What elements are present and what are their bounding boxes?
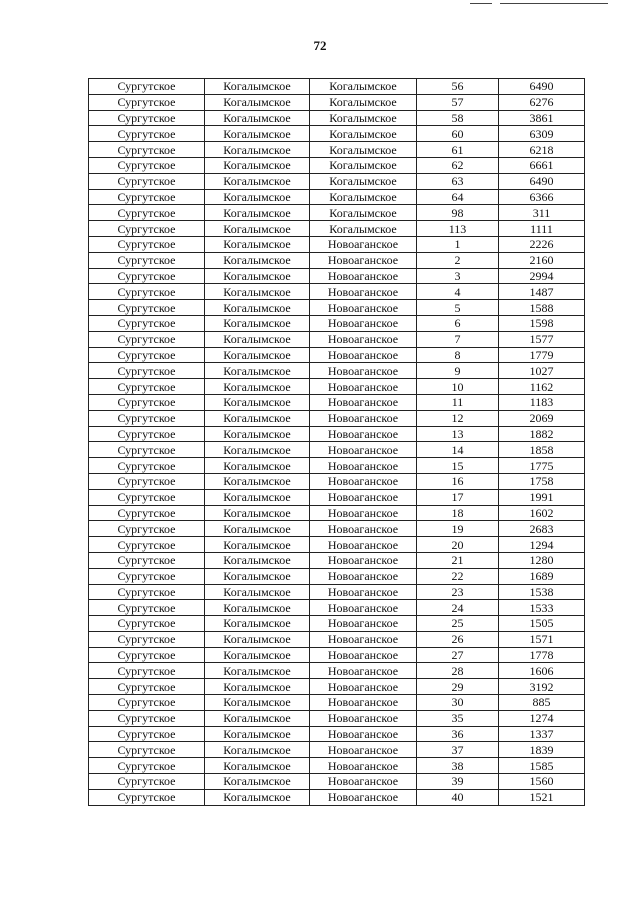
table-row <box>89 442 585 458</box>
table-row <box>89 458 585 474</box>
table-row <box>89 110 585 126</box>
well-pad-cell: 39 <box>417 774 499 790</box>
well-pad-cell: 58 <box>417 110 499 126</box>
table-row <box>89 315 585 331</box>
deposit-cell: Сургутское <box>89 157 205 173</box>
field-cell: Новоаганское <box>310 442 417 458</box>
license-area-cell: Когалымское <box>205 126 310 142</box>
value-cell: 1606 <box>499 663 585 679</box>
value-cell: 1585 <box>499 758 585 774</box>
value-cell: 3861 <box>499 110 585 126</box>
field-cell: Когалымское <box>310 205 417 221</box>
well-pad-cell: 10 <box>417 379 499 395</box>
deposit-cell: Сургутское <box>89 347 205 363</box>
field-cell: Новоаганское <box>310 789 417 805</box>
table-row <box>89 521 585 537</box>
table-row <box>89 710 585 726</box>
deposit-cell: Сургутское <box>89 758 205 774</box>
well-pad-cell: 57 <box>417 94 499 110</box>
license-area-cell: Когалымское <box>205 315 310 331</box>
value-cell: 6309 <box>499 126 585 142</box>
deposit-cell: Сургутское <box>89 631 205 647</box>
field-cell: Новоаганское <box>310 489 417 505</box>
field-cell: Новоаганское <box>310 537 417 553</box>
table-row <box>89 268 585 284</box>
value-cell: 1505 <box>499 616 585 632</box>
field-cell: Новоаганское <box>310 600 417 616</box>
well-pad-cell: 16 <box>417 473 499 489</box>
well-pad-cell: 62 <box>417 157 499 173</box>
value-cell: 1778 <box>499 647 585 663</box>
field-cell: Новоаганское <box>310 268 417 284</box>
value-cell: 6661 <box>499 157 585 173</box>
field-cell: Когалымское <box>310 189 417 205</box>
field-cell: Новоаганское <box>310 426 417 442</box>
table-row <box>89 331 585 347</box>
field-cell: Новоаганское <box>310 521 417 537</box>
license-area-cell: Когалымское <box>205 442 310 458</box>
deposit-cell: Сургутское <box>89 710 205 726</box>
license-area-cell: Когалымское <box>205 473 310 489</box>
well-pad-cell: 24 <box>417 600 499 616</box>
field-cell: Когалымское <box>310 157 417 173</box>
value-cell: 1294 <box>499 537 585 553</box>
value-cell: 885 <box>499 695 585 711</box>
deposit-cell: Сургутское <box>89 300 205 316</box>
field-cell: Новоаганское <box>310 616 417 632</box>
value-cell: 1577 <box>499 331 585 347</box>
field-cell: Новоаганское <box>310 347 417 363</box>
value-cell: 1337 <box>499 726 585 742</box>
table-row <box>89 489 585 505</box>
license-area-cell: Когалымское <box>205 236 310 252</box>
top-rule-left <box>470 3 492 4</box>
deposit-cell: Сургутское <box>89 489 205 505</box>
value-cell: 1560 <box>499 774 585 790</box>
table-row <box>89 631 585 647</box>
license-area-cell: Когалымское <box>205 157 310 173</box>
well-pad-cell: 6 <box>417 315 499 331</box>
well-pad-cell: 20 <box>417 537 499 553</box>
deposit-cell: Сургутское <box>89 568 205 584</box>
table-row <box>89 379 585 395</box>
value-cell: 1274 <box>499 710 585 726</box>
value-cell: 1598 <box>499 315 585 331</box>
well-pad-cell: 12 <box>417 410 499 426</box>
field-cell: Новоаганское <box>310 505 417 521</box>
deposit-cell: Сургутское <box>89 110 205 126</box>
license-area-cell: Когалымское <box>205 189 310 205</box>
field-cell: Новоаганское <box>310 410 417 426</box>
well-pad-cell: 63 <box>417 173 499 189</box>
table-row <box>89 347 585 363</box>
table-row <box>89 394 585 410</box>
deposit-cell: Сургутское <box>89 789 205 805</box>
well-pad-cell: 14 <box>417 442 499 458</box>
table-row <box>89 537 585 553</box>
license-area-cell: Когалымское <box>205 679 310 695</box>
well-pad-cell: 17 <box>417 489 499 505</box>
field-cell: Новоаганское <box>310 758 417 774</box>
well-pad-cell: 4 <box>417 284 499 300</box>
deposit-cell: Сургутское <box>89 221 205 237</box>
license-area-cell: Когалымское <box>205 537 310 553</box>
table-row <box>89 205 585 221</box>
table-row <box>89 742 585 758</box>
table-row <box>89 774 585 790</box>
deposit-cell: Сургутское <box>89 189 205 205</box>
table-row <box>89 94 585 110</box>
well-pad-cell: 13 <box>417 426 499 442</box>
field-cell: Новоаганское <box>310 710 417 726</box>
table-row <box>89 758 585 774</box>
value-cell: 1839 <box>499 742 585 758</box>
value-cell: 1538 <box>499 584 585 600</box>
table-row <box>89 300 585 316</box>
value-cell: 311 <box>499 205 585 221</box>
well-pad-cell: 23 <box>417 584 499 600</box>
value-cell: 1775 <box>499 458 585 474</box>
license-area-cell: Когалымское <box>205 379 310 395</box>
license-area-cell: Когалымское <box>205 284 310 300</box>
table-row <box>89 142 585 158</box>
license-area-cell: Когалымское <box>205 710 310 726</box>
deposit-cell: Сургутское <box>89 695 205 711</box>
well-pad-cell: 36 <box>417 726 499 742</box>
table-row <box>89 505 585 521</box>
deposit-cell: Сургутское <box>89 236 205 252</box>
table-row <box>89 695 585 711</box>
license-area-cell: Когалымское <box>205 458 310 474</box>
field-cell: Когалымское <box>310 173 417 189</box>
table-row <box>89 726 585 742</box>
table-row <box>89 284 585 300</box>
license-area-cell: Когалымское <box>205 568 310 584</box>
well-pad-cell: 9 <box>417 363 499 379</box>
well-pad-cell: 40 <box>417 789 499 805</box>
table-row <box>89 236 585 252</box>
value-cell: 1280 <box>499 552 585 568</box>
license-area-cell: Когалымское <box>205 252 310 268</box>
deposit-cell: Сургутское <box>89 505 205 521</box>
table-row <box>89 79 585 95</box>
value-cell: 1487 <box>499 284 585 300</box>
license-area-cell: Когалымское <box>205 489 310 505</box>
value-cell: 1858 <box>499 442 585 458</box>
value-cell: 2160 <box>499 252 585 268</box>
well-pad-cell: 1 <box>417 236 499 252</box>
field-cell: Когалымское <box>310 94 417 110</box>
data-table <box>88 78 585 806</box>
value-cell: 2226 <box>499 236 585 252</box>
value-cell: 1882 <box>499 426 585 442</box>
well-pad-cell: 19 <box>417 521 499 537</box>
field-cell: Новоаганское <box>310 742 417 758</box>
value-cell: 2683 <box>499 521 585 537</box>
well-pad-cell: 18 <box>417 505 499 521</box>
license-area-cell: Когалымское <box>205 221 310 237</box>
field-cell: Новоаганское <box>310 315 417 331</box>
deposit-cell: Сургутское <box>89 410 205 426</box>
field-cell: Новоаганское <box>310 363 417 379</box>
well-pad-cell: 98 <box>417 205 499 221</box>
field-cell: Когалымское <box>310 126 417 142</box>
well-pad-cell: 61 <box>417 142 499 158</box>
field-cell: Новоаганское <box>310 458 417 474</box>
table-row <box>89 157 585 173</box>
top-rule-right <box>500 3 608 4</box>
license-area-cell: Когалымское <box>205 110 310 126</box>
table-row <box>89 221 585 237</box>
deposit-cell: Сургутское <box>89 742 205 758</box>
deposit-cell: Сургутское <box>89 616 205 632</box>
deposit-cell: Сургутское <box>89 126 205 142</box>
value-cell: 6366 <box>499 189 585 205</box>
license-area-cell: Когалымское <box>205 663 310 679</box>
field-cell: Новоаганское <box>310 473 417 489</box>
field-cell: Новоаганское <box>310 679 417 695</box>
license-area-cell: Когалымское <box>205 742 310 758</box>
field-cell: Новоаганское <box>310 663 417 679</box>
deposit-cell: Сургутское <box>89 600 205 616</box>
deposit-cell: Сургутское <box>89 473 205 489</box>
license-area-cell: Когалымское <box>205 505 310 521</box>
field-cell: Новоаганское <box>310 552 417 568</box>
field-cell: Когалымское <box>310 79 417 95</box>
well-pad-cell: 38 <box>417 758 499 774</box>
value-cell: 1521 <box>499 789 585 805</box>
deposit-cell: Сургутское <box>89 173 205 189</box>
license-area-cell: Когалымское <box>205 616 310 632</box>
table-row <box>89 600 585 616</box>
license-area-cell: Когалымское <box>205 268 310 284</box>
table-row <box>89 616 585 632</box>
well-pad-cell: 26 <box>417 631 499 647</box>
well-pad-cell: 30 <box>417 695 499 711</box>
value-cell: 3192 <box>499 679 585 695</box>
table-row <box>89 410 585 426</box>
value-cell: 1533 <box>499 600 585 616</box>
field-cell: Новоаганское <box>310 568 417 584</box>
well-pad-cell: 113 <box>417 221 499 237</box>
table-row <box>89 552 585 568</box>
page-number: 72 <box>313 38 327 53</box>
well-pad-cell: 11 <box>417 394 499 410</box>
deposit-cell: Сургутское <box>89 679 205 695</box>
deposit-cell: Сургутское <box>89 331 205 347</box>
deposit-cell: Сургутское <box>89 315 205 331</box>
field-cell: Когалымское <box>310 221 417 237</box>
well-pad-cell: 28 <box>417 663 499 679</box>
deposit-cell: Сургутское <box>89 521 205 537</box>
field-cell: Новоаганское <box>310 726 417 742</box>
license-area-cell: Когалымское <box>205 758 310 774</box>
license-area-cell: Когалымское <box>205 331 310 347</box>
license-area-cell: Когалымское <box>205 173 310 189</box>
deposit-cell: Сургутское <box>89 537 205 553</box>
license-area-cell: Когалымское <box>205 363 310 379</box>
well-pad-cell: 21 <box>417 552 499 568</box>
deposit-cell: Сургутское <box>89 442 205 458</box>
license-area-cell: Когалымское <box>205 426 310 442</box>
license-area-cell: Когалымское <box>205 394 310 410</box>
value-cell: 1602 <box>499 505 585 521</box>
deposit-cell: Сургутское <box>89 79 205 95</box>
value-cell: 1162 <box>499 379 585 395</box>
field-cell: Новоаганское <box>310 236 417 252</box>
well-pad-cell: 25 <box>417 616 499 632</box>
well-pad-cell: 29 <box>417 679 499 695</box>
table-row <box>89 568 585 584</box>
value-cell: 6490 <box>499 79 585 95</box>
well-pad-cell: 60 <box>417 126 499 142</box>
value-cell: 2069 <box>499 410 585 426</box>
field-cell: Новоаганское <box>310 284 417 300</box>
value-cell: 1991 <box>499 489 585 505</box>
well-pad-cell: 56 <box>417 79 499 95</box>
value-cell: 6276 <box>499 94 585 110</box>
field-cell: Новоаганское <box>310 774 417 790</box>
license-area-cell: Когалымское <box>205 789 310 805</box>
field-cell: Новоаганское <box>310 394 417 410</box>
license-area-cell: Когалымское <box>205 521 310 537</box>
value-cell: 6490 <box>499 173 585 189</box>
deposit-cell: Сургутское <box>89 252 205 268</box>
table-row <box>89 679 585 695</box>
license-area-cell: Когалымское <box>205 552 310 568</box>
deposit-cell: Сургутское <box>89 552 205 568</box>
license-area-cell: Когалымское <box>205 205 310 221</box>
deposit-cell: Сургутское <box>89 268 205 284</box>
deposit-cell: Сургутское <box>89 774 205 790</box>
value-cell: 1588 <box>499 300 585 316</box>
field-cell: Новоаганское <box>310 379 417 395</box>
value-cell: 1111 <box>499 221 585 237</box>
license-area-cell: Когалымское <box>205 347 310 363</box>
table-row <box>89 363 585 379</box>
license-area-cell: Когалымское <box>205 647 310 663</box>
deposit-cell: Сургутское <box>89 142 205 158</box>
deposit-cell: Сургутское <box>89 726 205 742</box>
field-cell: Новоаганское <box>310 252 417 268</box>
table-row <box>89 663 585 679</box>
field-cell: Новоаганское <box>310 584 417 600</box>
value-cell: 1758 <box>499 473 585 489</box>
value-cell: 1571 <box>499 631 585 647</box>
value-cell: 1027 <box>499 363 585 379</box>
well-pad-cell: 8 <box>417 347 499 363</box>
table-row <box>89 189 585 205</box>
field-cell: Новоаганское <box>310 695 417 711</box>
deposit-cell: Сургутское <box>89 284 205 300</box>
field-cell: Когалымское <box>310 142 417 158</box>
license-area-cell: Когалымское <box>205 300 310 316</box>
license-area-cell: Когалымское <box>205 584 310 600</box>
field-cell: Новоаганское <box>310 631 417 647</box>
license-area-cell: Когалымское <box>205 94 310 110</box>
license-area-cell: Когалымское <box>205 774 310 790</box>
value-cell: 6218 <box>499 142 585 158</box>
license-area-cell: Когалымское <box>205 631 310 647</box>
value-cell: 1689 <box>499 568 585 584</box>
well-pad-cell: 22 <box>417 568 499 584</box>
deposit-cell: Сургутское <box>89 394 205 410</box>
license-area-cell: Когалымское <box>205 600 310 616</box>
table-row <box>89 126 585 142</box>
deposit-cell: Сургутское <box>89 663 205 679</box>
table-row <box>89 173 585 189</box>
table-row <box>89 473 585 489</box>
well-pad-cell: 15 <box>417 458 499 474</box>
license-area-cell: Когалымское <box>205 410 310 426</box>
well-pad-cell: 3 <box>417 268 499 284</box>
deposit-cell: Сургутское <box>89 379 205 395</box>
deposit-cell: Сургутское <box>89 647 205 663</box>
well-pad-cell: 37 <box>417 742 499 758</box>
table-row <box>89 426 585 442</box>
field-cell: Новоаганское <box>310 331 417 347</box>
well-pad-cell: 7 <box>417 331 499 347</box>
license-area-cell: Когалымское <box>205 695 310 711</box>
table-row <box>89 789 585 805</box>
license-area-cell: Когалымское <box>205 726 310 742</box>
table-row <box>89 252 585 268</box>
table-row <box>89 647 585 663</box>
deposit-cell: Сургутское <box>89 94 205 110</box>
table-body <box>89 79 585 806</box>
license-area-cell: Когалымское <box>205 79 310 95</box>
deposit-cell: Сургутское <box>89 458 205 474</box>
field-cell: Когалымское <box>310 110 417 126</box>
license-area-cell: Когалымское <box>205 142 310 158</box>
value-cell: 2994 <box>499 268 585 284</box>
field-cell: Новоаганское <box>310 647 417 663</box>
table-row <box>89 584 585 600</box>
well-pad-cell: 35 <box>417 710 499 726</box>
well-pad-cell: 5 <box>417 300 499 316</box>
value-cell: 1779 <box>499 347 585 363</box>
well-pad-cell: 2 <box>417 252 499 268</box>
field-cell: Новоаганское <box>310 300 417 316</box>
deposit-cell: Сургутское <box>89 426 205 442</box>
deposit-cell: Сургутское <box>89 205 205 221</box>
well-pad-cell: 64 <box>417 189 499 205</box>
value-cell: 1183 <box>499 394 585 410</box>
well-pad-cell: 27 <box>417 647 499 663</box>
deposit-cell: Сургутское <box>89 363 205 379</box>
deposit-cell: Сургутское <box>89 584 205 600</box>
